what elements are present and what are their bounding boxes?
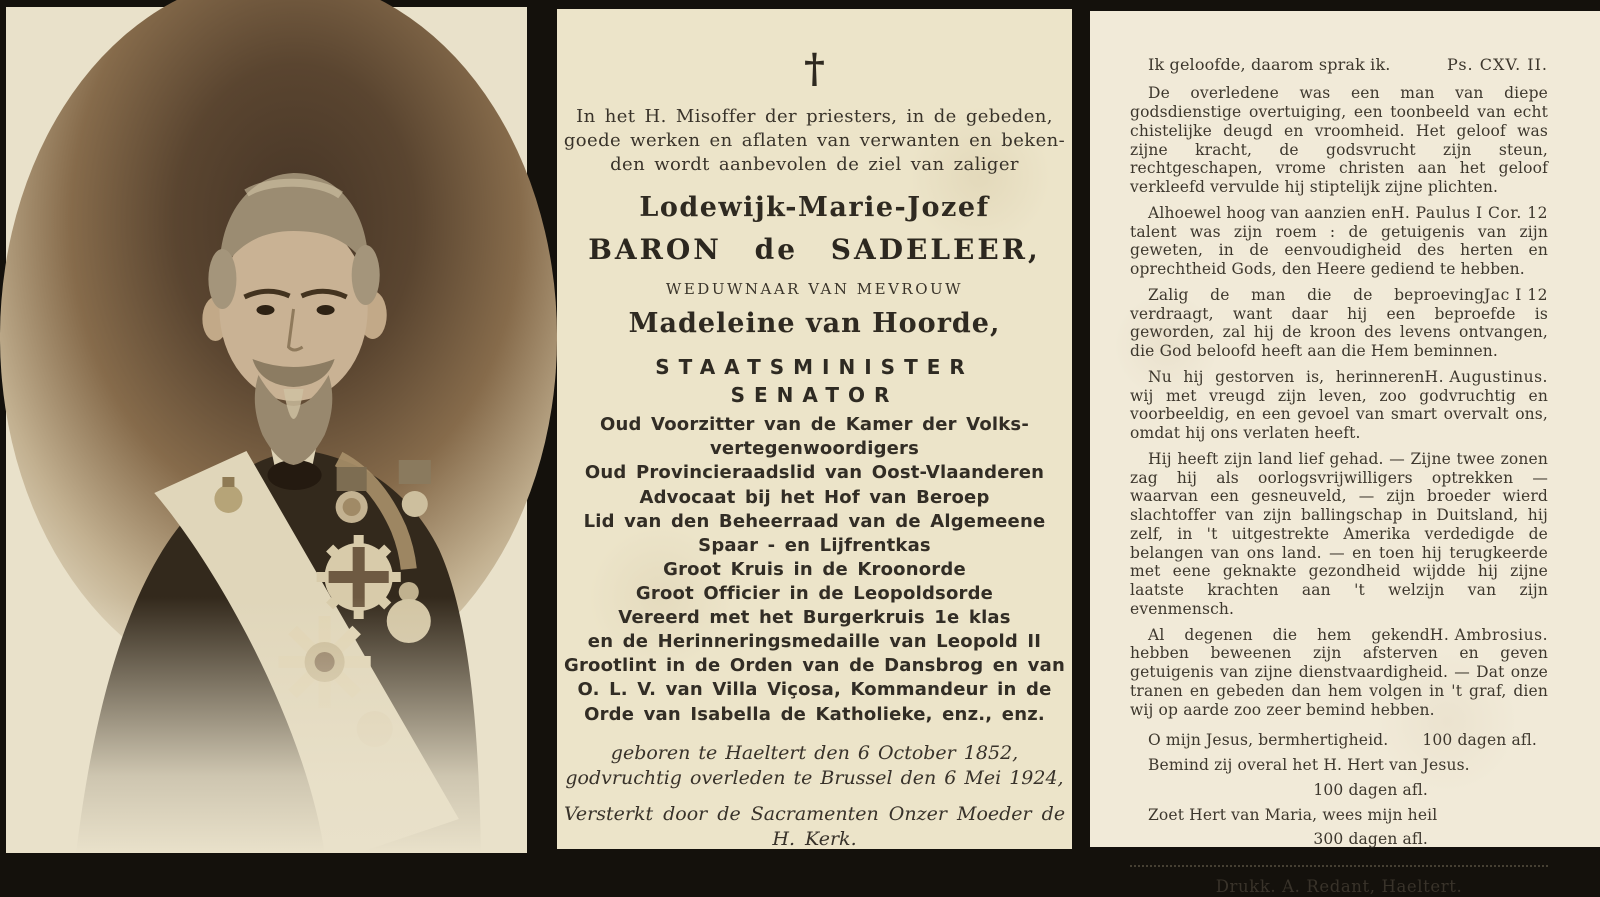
indulgence-text: O mijn Jesus, bermhertigheid.: [1148, 731, 1389, 750]
office-staatsminister: STAATSMINISTER: [655, 355, 974, 380]
title-line: Oud Voorzitter van de Kamer der Volks-: [599, 414, 1030, 436]
paragraph: [1130, 84, 1548, 197]
dedication-intro: [557, 105, 1072, 176]
paragraph-text: Hij heeft zijn land lief gehad. — Zijne twee zonen zag hij als oorlogsvrijwilligers optrekken — waarvan een gesneuveld, — zijn broeder wierd slachtoffer van zijn ballingschap in Duitsland, hij zelf, in 't uitgestrekte Amerika verdedigde de belangen van ons land. — en toen hij terugkeerde met eene geknakte gezondheid wijdde hij zijne laatste krachten aan 't welzijn van zijn evenmensch.: [1130, 449, 1548, 618]
spouse-name: Madeleine van Hoorde,: [628, 308, 1001, 340]
dotted-divider: [1130, 865, 1548, 867]
paragraph: [1130, 368, 1548, 443]
death-line: godvruchtig overleden te Brussel den 6 Mei 1924,: [565, 767, 1064, 790]
header-verse-ref: Ps. CXV. II.: [1446, 55, 1548, 74]
paragraph-text: Al degenen die hem gekend hebben beweenen zijn afsterven en geven getuigenis van zijne dienstvaardigheid. — Dat onze tranen en gebeden dan hem volgen in 't graf, dien wij op aarde zoo zeer bemind hebben.: [1130, 625, 1548, 719]
obituary-text-panel: [1090, 11, 1600, 897]
indulgence-value: 100 dagen afl.: [1422, 731, 1537, 750]
indulgence-text: Zoet Hert van Maria, wees mijn heil: [1148, 805, 1438, 824]
life-dates: [557, 741, 1072, 792]
title-line: Advocaat bij het Hof van Beroep: [639, 486, 990, 508]
title-line: Vereerd met het Burgerkruis 1e klas: [618, 607, 1011, 629]
header-verse-text: Ik geloofde, daarom sprak ik.: [1148, 55, 1391, 74]
indulgence-line: [1130, 806, 1548, 825]
paragraph: [1130, 450, 1548, 619]
sacraments-line: Versterkt door de Sacramenten Onzer Moeder de: [563, 802, 1066, 825]
deceased-given-names: Lodewijk-Marie-Jozef: [639, 192, 990, 224]
paragraph-text: De overledene was een man van diepe godsdienstige overtuiging, een toonbeeld van echt chistelijke deugd en vroomheid. Het geloof was zijne kracht, de godsvrucht zijn steun, rechtgeschapen, vrome christen aan het geloof verkleefd vervulde hij stiptelijk zijne plichten.: [1130, 84, 1548, 197]
indulgence-line: [1130, 731, 1548, 750]
indulgence-value: 300 dagen afl.: [1313, 830, 1428, 849]
title-line: Grootlint in de Orden van de Dansbrog en van: [564, 655, 1065, 677]
title-line: en de Herinneringsmedaille van Leopold II: [587, 631, 1042, 653]
sacraments-lines: [557, 802, 1072, 851]
title-line: Spaar - en Lijfrentkas: [698, 534, 931, 556]
indulgence-text: Bemind zij overal het H. Hert van Jesus.: [1148, 756, 1470, 775]
titles-list: [557, 413, 1072, 726]
scripture-ref: H. Paulus I Cor. 12: [1390, 203, 1548, 222]
portrait-photo: [6, 7, 527, 853]
widower-line: WEDUWNAAR VAN MEVROUW: [665, 280, 964, 299]
indulgence-line: [1130, 756, 1548, 775]
indulgence-prayers: [1130, 731, 1548, 849]
paragraph-text: Nu hij gestorven is, herinneren wij met vreugd zijn leven, zoo godvruchtig en voorbeeldig, en een gevoel van smart overvalt ons, omdat hij ons verlaten heeft.: [1130, 367, 1548, 443]
latin-cross-icon: †: [804, 45, 825, 92]
intro-line: goede werken en aflaten van verwanten en beken-: [563, 129, 1066, 151]
birth-line: geboren te Haeltert den 6 October 1852,: [610, 741, 1019, 764]
paragraph: [1130, 626, 1548, 720]
printer-credit: Drukk. A. Redant, Haeltert.: [1215, 877, 1463, 897]
intro-line: In het H. Misoffer der priesters, in de gebeden,: [576, 106, 1053, 127]
scripture-ref: H. Ambrosius.: [1429, 625, 1548, 644]
scripture-ref: H. Augustinus.: [1424, 367, 1548, 386]
intro-line: den wordt aanbevolen de ziel van zaliger: [610, 153, 1019, 175]
portrait-panel: [6, 7, 527, 853]
office-senator: SENATOR: [730, 383, 899, 408]
paragraph: [1130, 204, 1548, 279]
sacraments-line: H. Kerk.: [772, 827, 857, 850]
title-line: Lid van den Beheerraad van de Algemeene: [583, 510, 1046, 532]
paragraph-text: Alhoewel hoog van aanzien en talent was zijn roem : de getuigenis van zijn geweten, in de eenvoudigheid des herten en oprechtheid Gods, den Heere gediend te hebben.: [1130, 203, 1548, 279]
scripture-ref: Jac I 12: [1484, 285, 1548, 304]
title-line: Groot Kruis in de Kroonorde: [663, 558, 966, 580]
paragraph-text: Zalig de man die de beproeving verdraagt, want daar hij een beproefde is geworden, zal hij de kroon des levens ontvangen, die God beloofd heeft aan die Hem beminnen.: [1130, 285, 1548, 361]
obituary-front-panel: [557, 9, 1072, 849]
header-verse: [1130, 55, 1548, 74]
deceased-title-name: BARON de SADELEER,: [588, 233, 1041, 267]
title-line: vertegenwoordigers: [709, 438, 920, 460]
title-line: Groot Officier in de Leopoldsorde: [635, 583, 994, 605]
paragraph: [1130, 286, 1548, 361]
indulgence-value: 100 dagen afl.: [1313, 780, 1428, 799]
title-line: O. L. V. van Villa Viçosa, Kommandeur in de: [577, 679, 1052, 701]
title-line: Orde van Isabella de Katholieke, enz., enz.: [584, 703, 1045, 725]
title-line: Oud Provincieraadslid van Oost-Vlaanderen: [584, 462, 1045, 484]
